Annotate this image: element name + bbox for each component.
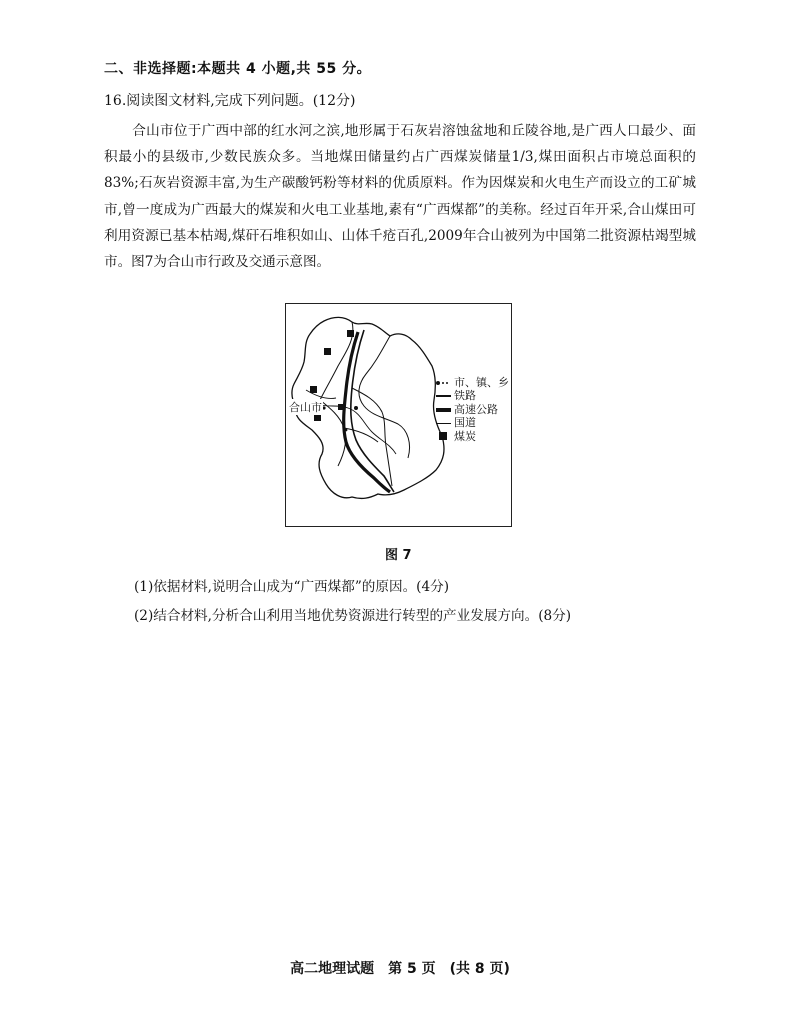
expressway-symbol-icon [436,405,452,415]
sub-question-2: (2)结合材料,分析合山利用当地优势资源进行转型的产业发展方向。(8分) [134,608,572,624]
city-label: 合山市 [289,401,322,414]
legend-national-road [436,416,509,429]
district-line [359,336,410,458]
coal-marker [324,348,331,355]
railway [351,330,394,492]
coal-marker [314,414,321,421]
national-road [316,404,396,454]
national-road [352,388,392,486]
legend-expressway-label: 高速公路 [454,402,498,416]
legend-national-road-label: 国道 [454,416,476,430]
figure-caption: 图 7 [385,548,412,563]
coal-marker [310,386,317,393]
railway-symbol-icon [436,391,452,401]
section-header: 二、非选择题:本题共 4 小题,共 55 分。 [104,61,372,77]
legend-railway [436,389,509,402]
map-legend [436,376,509,443]
legend-coal [436,430,509,443]
question-title: 16.阅读图文材料,完成下列问题。(12分) [104,93,356,109]
legend-coal-label: 煤炭 [454,429,476,443]
legend-expressway [436,403,509,416]
material-paragraph: 合山市位于广西中部的红水河之滨,地形属于石灰岩溶蚀盆地和丘陵谷地,是广西人口最少、面积最小的县级市,少数民族众多。当地煤田储量约占广西煤炭储量1/3,煤田面积占市境总面积的83%;石灰岩资源丰富,为生产碳酸钙粉等材料的优质原料。作为因煤炭和火电生产而设立的工矿城市,曾一度成为广西最大的煤炭和火电工业基地,素有“广西煤都”的美称。经过百年开采,合山煤田可利用资源已基本枯竭,煤矸石堆积如山、山体千疮百孔,2009年合山被列为中国第二批资源枯竭型城市。图7为合山市行政及交通示意图。 [104,123,696,271]
sub-question-1: (1)依据材料,说明合山成为“广西煤都”的原因。(4分) [134,579,450,595]
reading-material [104,118,696,275]
page-footer: 高二地理试题 第 5 页 (共 8 页) [290,961,510,977]
legend-railway-label: 铁路 [454,389,476,403]
settlement-symbol-icon [436,378,452,388]
national-road-symbol-icon [436,418,452,428]
settlement-dot [354,406,358,410]
figure-7-map [285,303,512,527]
coal-symbol-icon [436,431,452,441]
district-line [344,428,378,442]
settlement-dot [345,429,348,432]
coal-marker [338,404,344,410]
coal-marker [347,330,354,337]
legend-settlement [436,376,509,389]
legend-settlement-label: 市、镇、乡 [454,376,509,389]
